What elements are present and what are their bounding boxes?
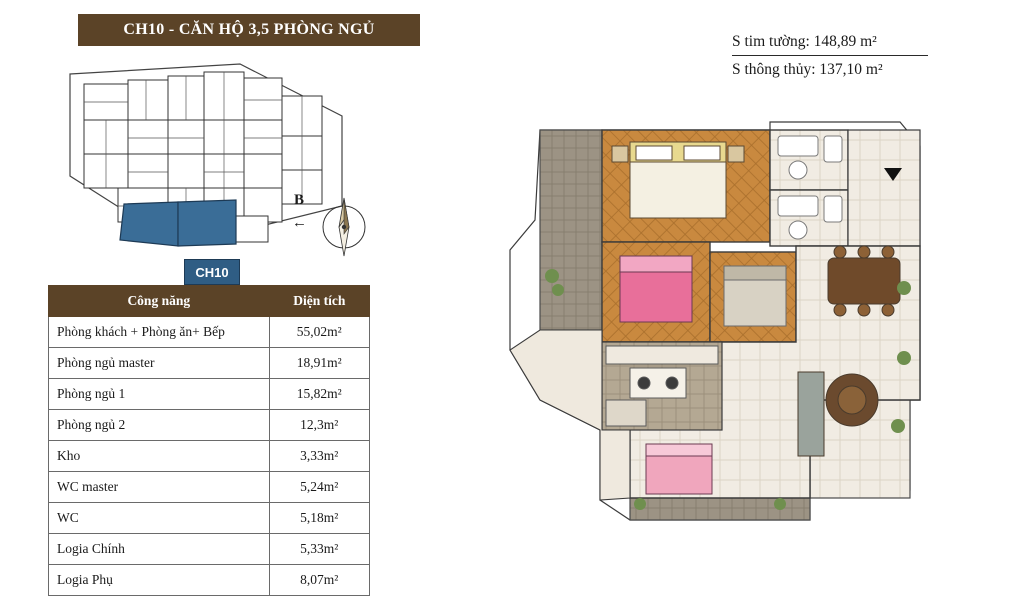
table-row — [49, 410, 370, 441]
table-row — [49, 472, 370, 503]
room-name: Phòng ngủ 1 — [49, 379, 270, 410]
table-row — [49, 441, 370, 472]
room-area: 5,33m² — [269, 534, 369, 565]
room-name: Logia Chính — [49, 534, 270, 565]
keyplan-unit-label: CH10 — [184, 259, 240, 285]
table-row — [49, 317, 370, 348]
table-row — [49, 565, 370, 596]
furniture-master-bed — [612, 142, 744, 218]
entrance-arrow-icon — [884, 168, 902, 181]
title-banner — [78, 14, 420, 46]
compass-arrow-icon: ← — [292, 214, 307, 231]
table-header-row — [49, 286, 370, 317]
room-area: 55,02m² — [269, 317, 369, 348]
room-name: Phòng ngủ 2 — [49, 410, 270, 441]
keyplan-highlight-ch10 — [120, 202, 178, 246]
table-row — [49, 348, 370, 379]
room-name: Phòng khách + Phòng ăn+ Bếp — [49, 317, 270, 348]
room-name: Kho — [49, 441, 270, 472]
kho — [848, 130, 920, 246]
gross-area-note: S tim tường: 148,89 m² — [732, 33, 877, 50]
table-row — [49, 379, 370, 410]
net-area-note: S thông thủy: 137,10 m² — [732, 61, 883, 78]
room-name: Phòng ngủ master — [49, 348, 270, 379]
room-area: 5,24m² — [269, 472, 369, 503]
furniture-dining-table — [828, 246, 900, 316]
page-title: CH10 - CĂN HỘ 3,5 PHÒNG NGỦ — [123, 21, 375, 38]
logia-phu — [540, 130, 602, 330]
furniture-bed-1 — [620, 256, 692, 322]
area-table — [48, 285, 370, 596]
area-summary — [732, 30, 962, 82]
furniture-bed-2 — [724, 266, 786, 326]
table-row — [49, 503, 370, 534]
room-name: WC — [49, 503, 270, 534]
table-header-function: Công năng — [49, 286, 270, 317]
room-area: 8,07m² — [269, 565, 369, 596]
divider — [732, 55, 928, 56]
room-area: 12,3m² — [269, 410, 369, 441]
room-area: 15,82m² — [269, 379, 369, 410]
table-header-area: Diện tích — [269, 286, 369, 317]
compass — [292, 192, 382, 262]
room-name: WC master — [49, 472, 270, 503]
room-area: 18,91m² — [269, 348, 369, 379]
room-area: 3,33m² — [269, 441, 369, 472]
compass-north-letter: B — [294, 192, 305, 208]
floorplan-drawing — [480, 100, 1000, 540]
room-area: 5,18m² — [269, 503, 369, 534]
furniture-bed-3 — [646, 444, 712, 494]
room-name: Logia Phụ — [49, 565, 270, 596]
